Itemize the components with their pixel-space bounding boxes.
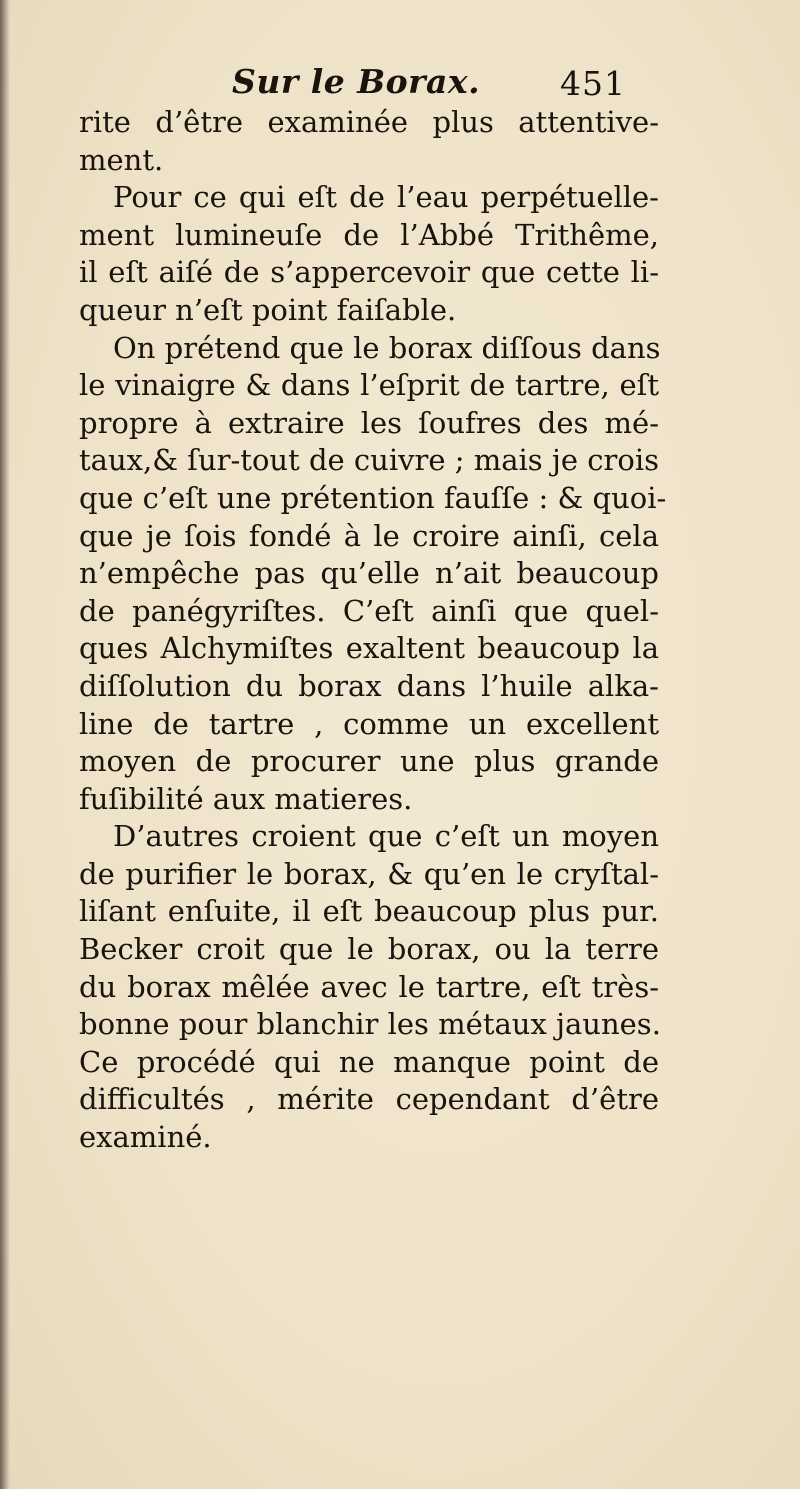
text-line: taux,& ſur-tout de cuivre ; mais je crois xyxy=(79,443,659,478)
text-line: rite d’être examinée plus attentive- xyxy=(79,105,659,139)
text-line: queur n’eſt point faiſable. xyxy=(79,292,457,327)
page-number: 451 xyxy=(560,64,626,103)
text-line: On prétend que le borax diſſous dans xyxy=(113,330,661,365)
page-header xyxy=(232,62,652,106)
text-line: propre à extraire les ſoufres des mé- xyxy=(79,405,659,440)
text-line: de panégyriſtes. C’eſt ainſi que quel- xyxy=(79,593,659,628)
text-line: le vinaigre & dans l’eſprit de tartre, eſt xyxy=(79,368,659,403)
text-line: bonne pour blanchir les métaux jaunes. xyxy=(79,1007,661,1042)
text-line: ques Alchymiſtes exaltent beaucoup la xyxy=(79,631,659,666)
text-line: diſſolution du borax dans l’huile alka- xyxy=(79,668,659,703)
text-line: Becker croit que le borax, ou la terre xyxy=(79,932,659,967)
text-line: de purifier le borax, & qu’en le cryſtal- xyxy=(79,856,659,891)
text-line: examiné. xyxy=(79,1120,212,1155)
text-line: ment. xyxy=(79,142,164,177)
running-title: Sur le Borax. xyxy=(232,62,481,101)
text-line: moyen de procurer une plus grande xyxy=(79,744,659,779)
text-line: line de tartre , comme un excellent xyxy=(79,706,659,741)
text-line: du borax mêlée avec le tartre, eſt très- xyxy=(79,969,659,1004)
text-line: que c’eſt une prétention fauſſe : & quoi- xyxy=(79,480,667,515)
text-line: Pour ce qui eſt de l’eau perpétuelle- xyxy=(113,180,659,215)
text-line: difficultés , mérite cependant d’être xyxy=(79,1082,659,1117)
text-line: D’autres croient que c’eſt un moyen xyxy=(113,819,659,854)
text-line: ment lumineuſe de l’Abbé Trithême, xyxy=(79,217,659,252)
text-line: il eſt aiſé de s’appercevoir que cette li- xyxy=(79,255,659,290)
text-line: que je ſois fondé à le croire ainſi, cela xyxy=(79,518,659,553)
body-text xyxy=(79,104,667,1157)
text-line: fuſibilité aux matieres. xyxy=(79,781,413,816)
binding-edge xyxy=(0,0,10,1489)
text-line: Ce procédé qui ne manque point de xyxy=(79,1044,659,1079)
text-line: n’empêche pas qu’elle n’ait beaucoup xyxy=(79,556,659,591)
text-line: liſant enſuite, il eſt beaucoup plus pur. xyxy=(79,894,659,929)
